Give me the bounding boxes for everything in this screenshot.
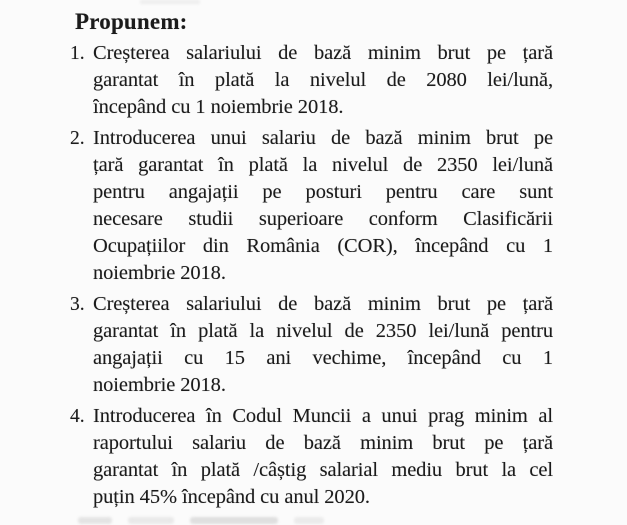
text-line: necesare studii superioare conform Clasificării xyxy=(93,208,553,230)
text-line: garantat în plată la nivelul de 2350 lei/lună pentru xyxy=(93,320,553,342)
text-line: Introducerea în Codul Muncii a unui prag minim al xyxy=(93,405,553,427)
text-line: noiembrie 2018. xyxy=(93,262,226,284)
item-number: 2. xyxy=(70,128,85,149)
text-line: Creșterea salariului de bază minim brut pe țară xyxy=(93,293,553,315)
text-line: angajații cu 15 ani vechime, începând cu 1 xyxy=(93,347,553,369)
proposal-list xyxy=(70,40,553,511)
text-line: garantat în plată la nivelul de 2080 lei/lună, xyxy=(93,69,553,91)
item-number: 3. xyxy=(70,294,85,315)
text-line: puțin 45% începând cu anul 2020. xyxy=(93,486,370,508)
text-line: noiembrie 2018. xyxy=(93,374,226,396)
proposal-item-4 xyxy=(70,403,553,511)
item-number: 4. xyxy=(70,406,85,427)
item-number: 1. xyxy=(70,43,85,64)
text-line: garantat în plată /câștig salarial mediu brut la cel xyxy=(93,459,553,481)
text-line: Ocupațiilor din România (COR), începând cu 1 xyxy=(93,235,553,257)
text-line: pentru angajații pe posturi pentru care sunt xyxy=(93,181,553,203)
text-line: raportului salariu de bază minim brut pe țară xyxy=(93,432,553,454)
proposal-item-1 xyxy=(70,40,553,121)
proposal-item-2 xyxy=(70,125,553,287)
text-line: începând cu 1 noiembrie 2018. xyxy=(93,96,344,118)
text-line: Introducerea unui salariu de bază minim brut pe xyxy=(93,127,553,149)
cutoff-text-bottom-remnant xyxy=(78,517,324,525)
text-line: Creșterea salariului de bază minim brut pe țară xyxy=(93,42,553,64)
cutoff-text-top-remnant xyxy=(140,0,200,4)
text-line: țară garantat în plată la nivelul de 2350 lei/lună xyxy=(93,154,553,176)
document-title: Propunem: xyxy=(75,9,188,34)
proposal-item-3 xyxy=(70,291,553,399)
